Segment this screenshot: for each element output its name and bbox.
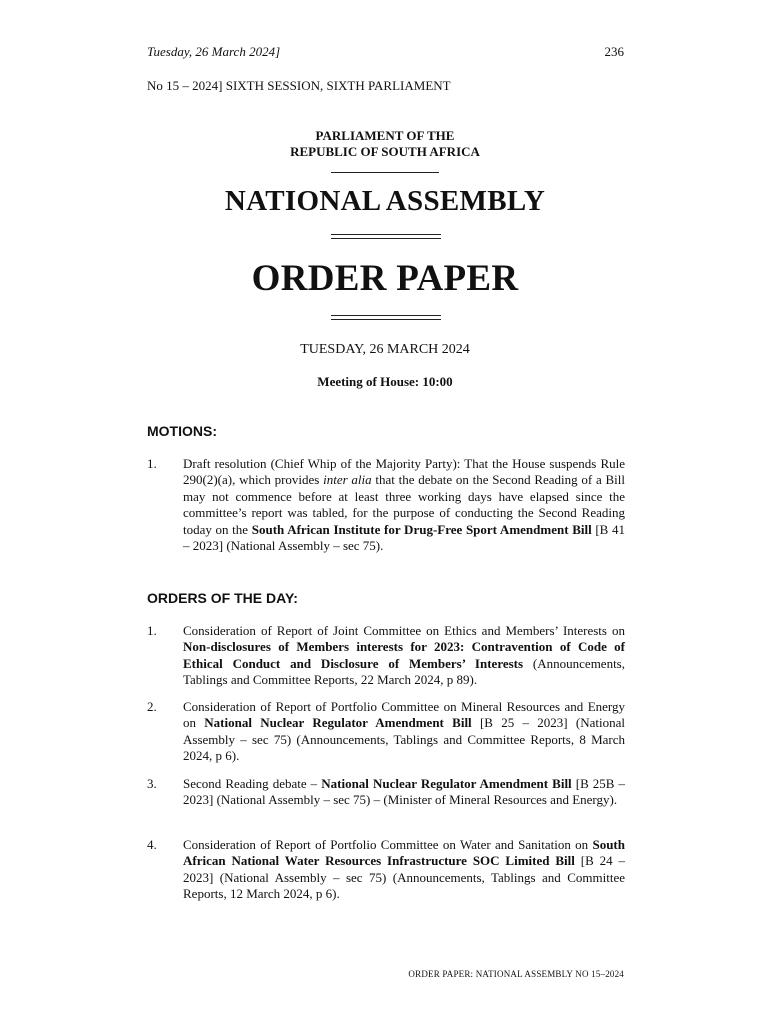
item-text: Draft resolution (Chief Whip of the Majority Party): That the House suspends Rule 290(2)(a), which provides inter alia that the debate on the Second Reading of a Bill may not commence before at least three working days have elapsed since the committee’s report was tabled, for the purpose of conducting the Second Reading today on the South African Institute for Drug-Free Sport Amendment Bill [B 41 – 2023] (National Assembly – sec 75). bbox=[183, 456, 626, 554]
double-divider-rule bbox=[331, 234, 441, 239]
divider-rule bbox=[331, 172, 439, 173]
item-number: 1. bbox=[147, 456, 157, 471]
meeting-time: Meeting of House: 10:00 bbox=[317, 374, 453, 389]
page-footer: ORDER PAPER: NATIONAL ASSEMBLY NO 15–2024 bbox=[408, 969, 624, 979]
item-text: Consideration of Report of Portfolio Committee on Mineral Resources and Energy on National Nuclear Regulator Amendment Bill [B 25 – 2023] (National Assembly – sec 75) (Announcements, Tablings and Committee Reports, 8 March 2024, p 6). bbox=[183, 699, 626, 764]
sitting-date: TUESDAY, 26 MARCH 2024 bbox=[300, 342, 470, 357]
parliament-line-2: REPUBLIC OF SOUTH AFRICA bbox=[290, 144, 480, 159]
item-number: 1. bbox=[147, 623, 157, 638]
order-item bbox=[147, 837, 625, 903]
item-number: 4. bbox=[147, 837, 157, 852]
item-text: Consideration of Report of Joint Committee on Ethics and Members’ Interests on Non-disclosures of Members interests for 2023: Contravention of Code of Ethical Conduct and Disclosure of Members’ Interests (Announcements, Tablings and Committee Reports, 22 March 2024, p 89). bbox=[183, 623, 625, 688]
parliament-heading bbox=[0, 128, 770, 160]
document-title: ORDER PAPER bbox=[251, 258, 519, 299]
running-header bbox=[147, 44, 624, 60]
item-text: Second Reading debate – National Nuclear Regulator Amendment Bill [B 25B – 2023] (National Assembly – sec 75) – (Minister of Mineral Resources and Energy). bbox=[183, 776, 626, 808]
order-item bbox=[147, 699, 625, 765]
motion-item bbox=[147, 456, 625, 554]
order-item bbox=[147, 623, 625, 689]
orders-heading: ORDERS OF THE DAY: bbox=[147, 590, 298, 606]
session-line: No 15 – 2024] SIXTH SESSION, SIXTH PARLIAMENT bbox=[147, 78, 451, 93]
item-text: Consideration of Report of Portfolio Committee on Water and Sanitation on South African National Water Resources Infrastructure SOC Limited Bill [B 24 – 2023] (National Assembly – sec 75) (Announcements, Tablings and Committee Reports, 12 March 2024, p 6). bbox=[183, 837, 626, 902]
double-divider-rule bbox=[331, 315, 441, 320]
page-number: 236 bbox=[604, 44, 624, 59]
order-item bbox=[147, 776, 625, 809]
parliament-line-1: PARLIAMENT OF THE bbox=[315, 128, 455, 143]
header-date: Tuesday, 26 March 2024] bbox=[147, 44, 281, 59]
item-number: 3. bbox=[147, 776, 157, 791]
motions-heading: MOTIONS: bbox=[147, 423, 217, 439]
item-number: 2. bbox=[147, 699, 157, 714]
house-title: NATIONAL ASSEMBLY bbox=[224, 185, 546, 217]
